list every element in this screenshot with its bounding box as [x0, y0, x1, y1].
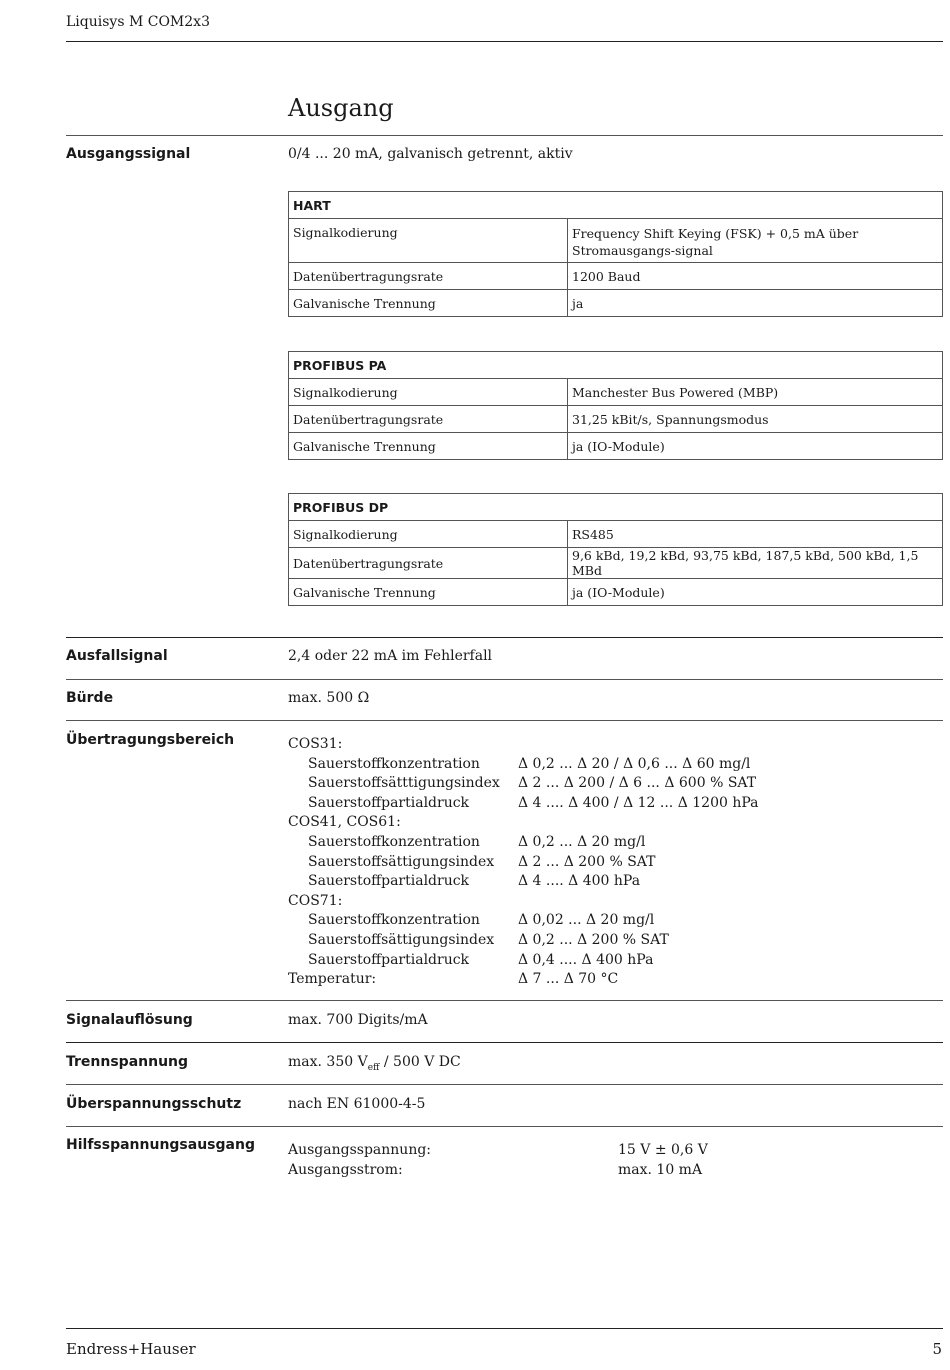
table-cell-key: Datenübertragungsrate	[289, 263, 568, 290]
label-ausgangssignal: Ausgangssignal	[66, 146, 191, 162]
range-row	[288, 833, 759, 853]
range-key: Sauerstoffsättigungsindex	[308, 931, 495, 948]
table-cell-key: Signalkodierung	[289, 219, 568, 263]
table-cell-value: ja (IO-Module)	[568, 579, 943, 606]
range-key: Sauerstoffsätttigungsindex	[308, 775, 500, 792]
table-cell-value: 31,25 kBit/s, Spannungsmodus	[568, 406, 943, 433]
range-row	[288, 735, 759, 755]
range-key: Sauerstoffsättigungsindex	[308, 853, 495, 870]
value-trennspannung	[288, 1054, 461, 1073]
footer-rule	[66, 1328, 943, 1329]
value-ausfallsignal: 2,4 oder 22 mA im Fehlerfall	[288, 648, 493, 664]
table-title: HART	[289, 192, 943, 219]
range-row	[288, 794, 759, 814]
range-row	[288, 931, 759, 951]
value-signalaufloesung: max. 700 Digits/mA	[288, 1012, 428, 1028]
table-cell-value: 1200 Baud	[568, 263, 943, 290]
divider	[66, 1000, 943, 1001]
range-value: Δ 2 ... Δ 200 % SAT	[518, 853, 656, 870]
table-cell-value: ja (IO-Module)	[568, 433, 943, 460]
table-cell-key: Signalkodierung	[289, 521, 568, 548]
table-cell-key: Datenübertragungsrate	[289, 406, 568, 433]
range-key: Temperatur:	[288, 971, 377, 988]
label-signalaufloesung: Signalauflösung	[66, 1012, 193, 1028]
page-number: 5	[932, 1340, 942, 1358]
hilfs-value: 15 V ± 0,6 V	[618, 1142, 708, 1158]
range-value: Δ 0,2 ... Δ 200 % SAT	[518, 931, 669, 948]
range-value: Δ 0,2 ... Δ 20 / Δ 0,6 ... Δ 60 mg/l	[518, 755, 751, 772]
label-buerde: Bürde	[66, 690, 114, 706]
running-header: Liquisys M COM2x3	[66, 14, 210, 30]
range-row	[288, 970, 759, 990]
table-profibus-pa	[288, 351, 943, 460]
table-title: PROFIBUS DP	[289, 494, 943, 521]
range-row	[288, 892, 759, 912]
range-row	[288, 951, 759, 971]
range-row	[288, 774, 759, 794]
value-ausgangssignal: 0/4 ... 20 mA, galvanisch getrennt, aktiv	[288, 146, 573, 162]
hilfs-list	[288, 1140, 708, 1180]
table-cell-value: ja	[568, 290, 943, 317]
range-key: COS41, COS61:	[288, 814, 401, 831]
divider	[66, 1084, 943, 1085]
range-key: Sauerstoffkonzentration	[308, 833, 480, 850]
table-cell-key: Galvanische Trennung	[289, 579, 568, 606]
section-title: Ausgang	[288, 94, 394, 122]
divider	[66, 135, 943, 136]
table-hart	[288, 191, 943, 317]
table-cell-value: Manchester Bus Powered (MBP)	[568, 379, 943, 406]
label-hilfsspannungsausgang: Hilfsspannungsausgang	[66, 1137, 255, 1153]
table-cell-key: Galvanische Trennung	[289, 290, 568, 317]
value-buerde: max. 500 Ω	[288, 690, 370, 706]
range-value: Δ 0,4 .... Δ 400 hPa	[518, 951, 654, 968]
hilfs-key: Ausgangsstrom:	[288, 1162, 403, 1178]
range-row	[288, 813, 759, 833]
value-ueberspannungsschutz: nach EN 61000-4-5	[288, 1096, 426, 1112]
table-profibus-dp	[288, 493, 943, 606]
table-cell-key: Signalkodierung	[289, 379, 568, 406]
divider	[66, 720, 943, 721]
range-value: Δ 0,2 ... Δ 20 mg/l	[518, 833, 646, 850]
header-rule	[66, 41, 943, 42]
label-trennspannung: Trennspannung	[66, 1054, 189, 1070]
hilfs-value: max. 10 mA	[618, 1162, 703, 1178]
range-value: Δ 4 .... Δ 400 hPa	[518, 873, 641, 890]
range-key: Sauerstoffkonzentration	[308, 755, 480, 772]
table-cell-value: 9,6 kBd, 19,2 kBd, 93,75 kBd, 187,5 kBd, 500 kBd, 1,5 MBd	[568, 548, 943, 579]
range-key: Sauerstoffpartialdruck	[308, 951, 470, 968]
range-key: Sauerstoffpartialdruck	[308, 794, 470, 811]
range-value: Δ 2 ... Δ 200 / Δ 6 ... Δ 600 % SAT	[518, 775, 757, 792]
divider	[66, 1126, 943, 1127]
range-key: COS31:	[288, 736, 343, 752]
range-key: Sauerstoffkonzentration	[308, 912, 480, 929]
footer-brand: Endress+Hauser	[66, 1340, 196, 1358]
table-cell-value: Frequency Shift Keying (FSK) + 0,5 mA über Stromausgangs-signal	[568, 219, 943, 263]
table-cell-key: Galvanische Trennung	[289, 433, 568, 460]
range-key: COS71:	[288, 892, 343, 909]
range-key: Sauerstoffpartialdruck	[308, 873, 470, 890]
divider	[66, 1042, 943, 1043]
range-row	[288, 755, 759, 775]
table-cell-key: Datenübertragungsrate	[289, 548, 568, 579]
range-value: Δ 7 ... Δ 70 °C	[518, 971, 619, 988]
table-title: PROFIBUS PA	[289, 352, 943, 379]
label-ueberspannungsschutz: Überspannungsschutz	[66, 1096, 242, 1112]
range-value: Δ 0,02 ... Δ 20 mg/l	[518, 912, 655, 929]
range-list	[288, 735, 759, 990]
divider	[66, 679, 943, 680]
range-row	[288, 853, 759, 873]
hilfs-key: Ausgangsspannung:	[288, 1142, 432, 1158]
label-uebertragungsbereich: Übertragungsbereich	[66, 732, 235, 748]
divider	[66, 637, 943, 638]
label-ausfallsignal: Ausfallsignal	[66, 648, 168, 664]
range-row	[288, 872, 759, 892]
hilfs-row	[288, 1140, 708, 1160]
table-cell-value: RS485	[568, 521, 943, 548]
range-row	[288, 911, 759, 931]
value-part: max. 350 V	[288, 1054, 368, 1070]
hilfs-row	[288, 1160, 708, 1180]
value-part: / 500 V DC	[379, 1054, 461, 1070]
subscript: eff	[367, 1062, 380, 1073]
range-value: Δ 4 .... Δ 400 / Δ 12 ... Δ 1200 hPa	[518, 794, 759, 811]
